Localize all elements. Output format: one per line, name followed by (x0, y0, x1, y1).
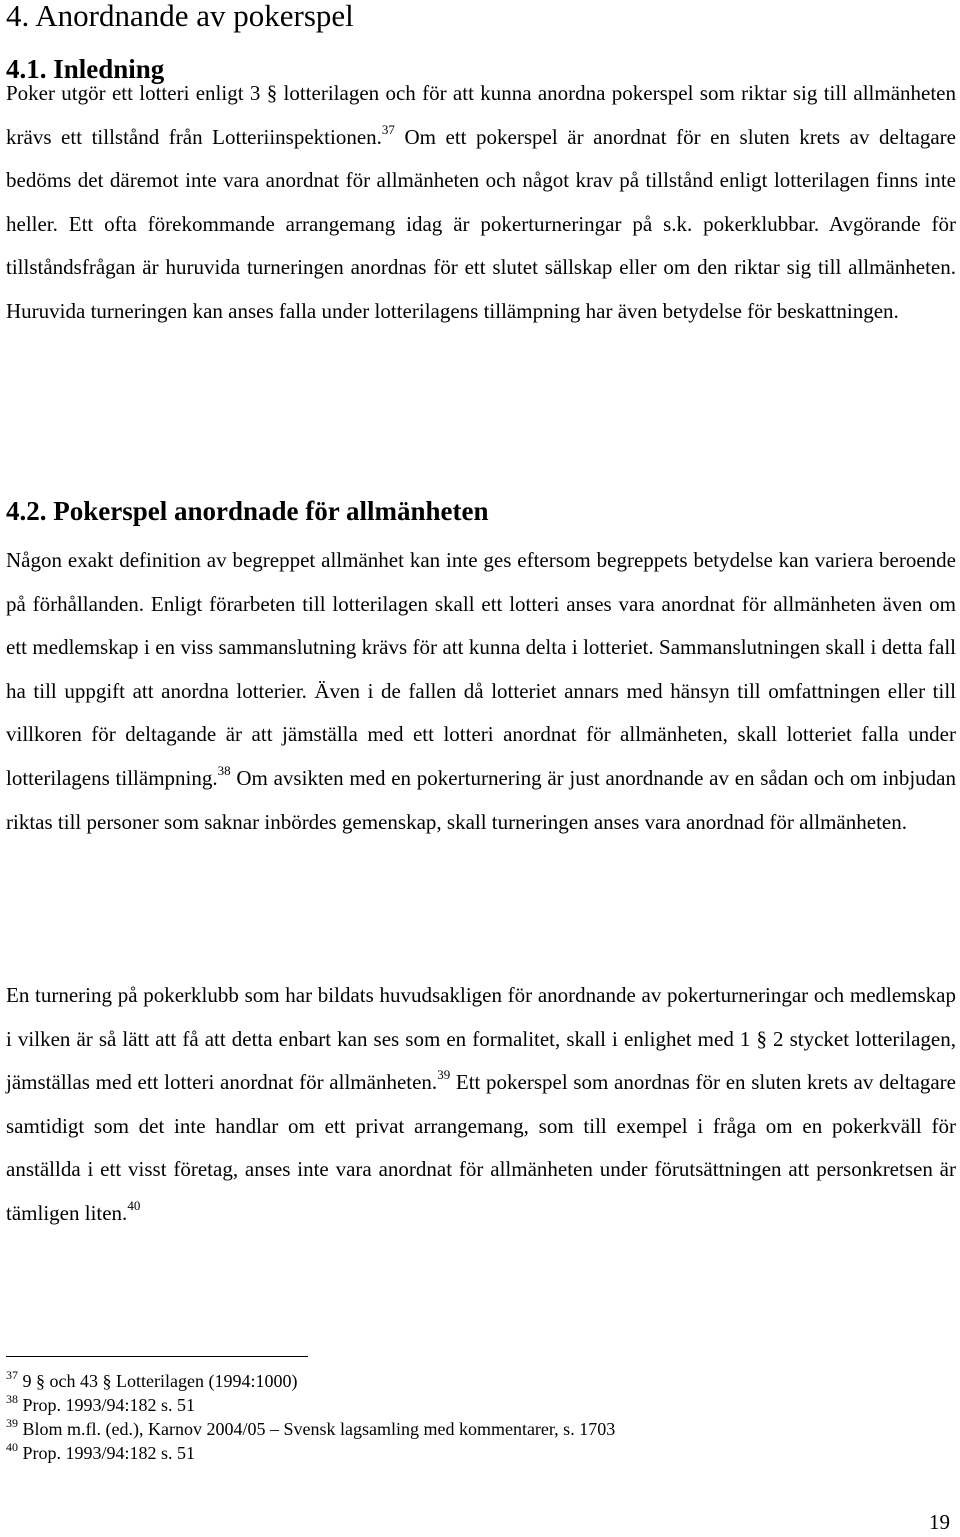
footnote-separator (6, 1356, 308, 1357)
footnote-38 (6, 1393, 615, 1417)
footnote-number: 40 (6, 1440, 18, 1454)
footnote-text: Prop. 1993/94:182 s. 51 (18, 1395, 196, 1415)
footnote-ref-37[interactable]: 37 (381, 121, 395, 137)
paragraph-text: Någon exakt definition av begreppet allmänhet kan inte ges eftersom begreppets betydelse kan variera beroende på förhållanden. Enligt förarbeten till lotterilagen skall ett lotteri anses vara anordnat för allmänheten även om ett medlemskap i en viss sammanslutning krävs för att kunna delta i lotteriet. Sammanslutningen skall i detta fall ha till uppgift att anordna lotterier. Även i de fallen då lotteriet annars med hänsyn till omfattningen eller till villkoren för deltagande är att jämställa med ett lotteri anordnat för allmänheten, skall lotteriet falla under lotterilagens tillämpning. (6, 548, 956, 790)
paragraph-text: Om ett pokerspel är anordnat för en sluten krets av deltagare bedöms det däremot inte vara anordnat för allmänheten och något krav på tillstånd enligt lotterilagen finns inte heller. Ett ofta förekommande arrangemang idag är pokerturneringar på s.k. pokerklubbar. Avgörande för tillståndsfrågan är huruvida turneringen anordnas för ett slutet sällskap eller om den riktar sig till allmänheten. Huruvida turneringen kan anses falla under lotterilagens tillämpning har även betydelse för beskattningen. (6, 124, 956, 323)
footnote-37 (6, 1369, 615, 1393)
footnote-ref-38[interactable]: 38 (217, 762, 231, 778)
footnote-number: 39 (6, 1416, 18, 1430)
footnote-40 (6, 1441, 615, 1465)
paragraph-text: En turnering på pokerklubb som har bildats huvudsakligen för anordnande av pokerturneringar och medlemskap i vilken är så lätt att få att detta enbart kan ses som en formalitet, skall i enlighet med 1 § 2 stycket lotterilagen, jämställas med ett lotteri anordnat för allmänheten. (6, 983, 956, 1095)
footnotes (6, 1369, 615, 1465)
paragraph-allmanhet-definition (6, 539, 956, 844)
paragraph-text: Om avsikten med en pokerturnering är just anordnande av en sådan och om inbjudan riktas till personer som saknar inbördes gemenskap, skall turneringen anses vara anordnad för allmänheten. (6, 765, 956, 834)
footnote-number: 37 (6, 1368, 18, 1382)
footnote-text: Blom m.fl. (ed.), Karnov 2004/05 – Svensk lagsamling med kommentarer, s. 1703 (18, 1419, 616, 1439)
footnote-text: 9 § och 43 § Lotterilagen (1994:1000) (18, 1371, 298, 1391)
footnote-text: Prop. 1993/94:182 s. 51 (18, 1443, 196, 1463)
footnote-ref-40[interactable]: 40 (127, 1197, 141, 1213)
paragraph-inledning (6, 72, 956, 334)
section-heading-inledning: 4.1. Inledning (6, 54, 165, 84)
footnote-ref-39[interactable]: 39 (437, 1067, 451, 1083)
chapter-heading: 4. Anordnande av pokerspel (6, 0, 354, 33)
paragraph-pokerklubb (6, 974, 956, 1236)
page-number: 19 (929, 1510, 950, 1534)
footnote-39 (6, 1417, 615, 1441)
footnote-number: 38 (6, 1392, 18, 1406)
section-heading-allmanheten: 4.2. Pokerspel anordnade för allmänheten (6, 496, 489, 526)
paragraph-text: Poker utgör ett lotteri enligt 3 § lotterilagen och för att kunna anordna pokerspel som riktar sig till allmänheten krävs ett tillstånd från Lotteriinspektionen. (6, 81, 956, 149)
paragraph-text: Ett pokerspel som anordnas för en sluten krets av deltagare samtidigt som det inte handlar om ett privat arrangemang, som till exempel i fråga om en pokerkväll för anställda i ett visst företag, anses inte vara anordnat för allmänheten under förutsättningen att personkretsen är tämligen liten. (6, 1070, 956, 1225)
